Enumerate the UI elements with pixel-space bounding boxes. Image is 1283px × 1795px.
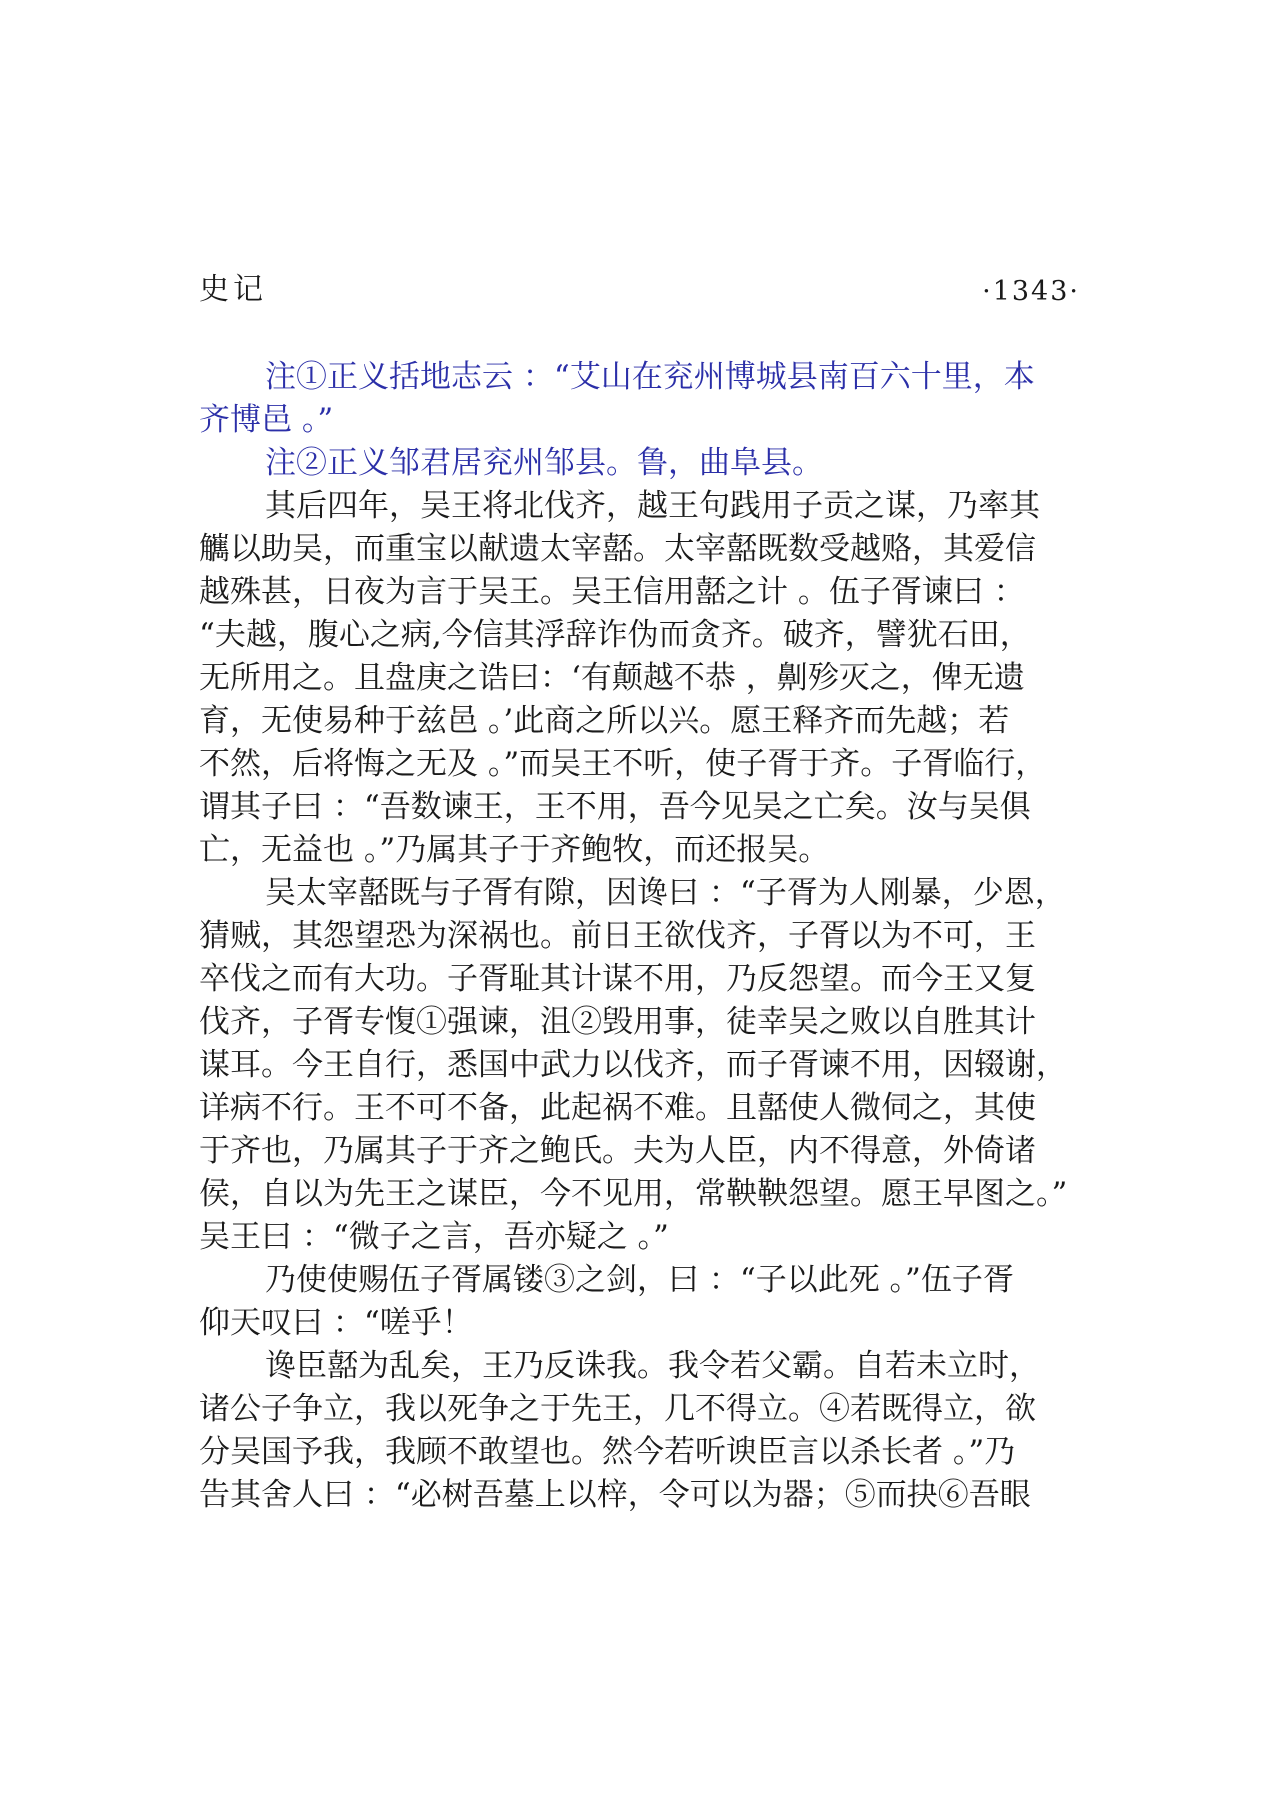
paragraph-line: 分吴国予我，我顾不敢望也。然今若听谀臣言以杀长者 。”乃	[199, 1434, 1016, 1470]
paragraph-line: 育，无使易种于兹邑 。’此商之所以兴。愿王释齐而先越；若	[199, 703, 1010, 739]
paragraph-line: 无所用之。且盘庚之诰曰：‘有颠越不恭 ，劓殄灭之，俾无遗	[199, 660, 1025, 696]
book-title: 史记	[199, 272, 267, 307]
paragraph-line: 觽以助吴，而重宝以献遗太宰嚭。太宰嚭既数受越赂，其爱信	[199, 531, 1036, 567]
paragraph-line: 卒伐之而有大功。子胥耻其计谋不用，乃反怨望。而今王又复	[199, 961, 1036, 997]
paragraph-line: 诸公子争立，我以死争之于先王，几不得立。④若既得立，欲	[199, 1391, 1036, 1427]
paragraph-line: 谋耳。今王自行，悉国中武力以伐齐，而子胥谏不用，因辍谢，	[199, 1047, 1067, 1083]
paragraph-line: 不然，后将悔之无及 。”而吴王不听，使子胥于齐。子胥临行，	[199, 746, 1047, 782]
body-text	[199, 356, 1104, 1517]
page-number: ·1343·	[982, 276, 1080, 307]
paragraph-line: 伐齐，子胥专愎①强谏，沮②毁用事，徒幸吴之败以自胜其计	[199, 1004, 1036, 1040]
paragraph-line: 越殊甚，日夜为言于吴王。吴王信用嚭之计 。伍子胥谏曰 ：	[199, 574, 1025, 610]
paragraph-line: 猜贼，其怨望恐为深祸也。前日王欲伐齐，子胥以为不可，王	[199, 918, 1036, 954]
paragraph-line: 告其舍人曰 ：“必树吾墓上以梓，令可以为器；⑤而抉⑥吾眼	[199, 1477, 1031, 1513]
note-2-line-1: 注②正义邹君居兖州邹县。鲁，曲阜县。	[265, 445, 823, 481]
paragraph-line: 亡，无益也 。”乃属其子于齐鲍牧，而还报吴。	[199, 832, 830, 868]
paragraph-line: 谓其子曰 ：“吾数谏王，王不用，吾今见吴之亡矣。汝与吴俱	[199, 789, 1031, 825]
paragraph-line: 于齐也，乃属其子于齐之鲍氏。夫为人臣，内不得意，外倚诸	[199, 1133, 1036, 1169]
paragraph-line: 谗臣嚭为乱矣，王乃反诛我。我令若父霸。自若未立时，	[265, 1348, 1040, 1384]
note-1-line-1: 注①正义括地志云 ：“艾山在兖州博城县南百六十里，本	[265, 359, 1035, 395]
paragraph-line: “夫越，腹心之病,今信其浮辞诈伪而贪齐。破齐，譬犹石田，	[199, 617, 1031, 653]
paragraph-line: 吴王曰 ：“微子之言，吾亦疑之 。”	[199, 1219, 669, 1255]
paragraph-line: 侯，自以为先王之谋臣，今不见用，常鞅鞅怨望。愿王早图之。”	[199, 1176, 1068, 1212]
paragraph-line: 其后四年，吴王将北伐齐，越王句践用子贡之谋，乃率其	[265, 488, 1040, 524]
paragraph-line: 详病不行。王不可不备，此起祸不难。且嚭使人微伺之，其使	[199, 1090, 1036, 1126]
note-1-line-2: 齐博邑 。”	[199, 402, 334, 438]
paragraph-line: 乃使使赐伍子胥属镂③之剑，曰 ：“子以此死 。”伍子胥	[265, 1262, 1014, 1298]
paragraph-line: 吴太宰嚭既与子胥有隙，因谗曰 ：“子胥为人刚暴，少恩，	[265, 875, 1066, 911]
paragraph-line: 仰天叹曰 ：“嗟乎！	[199, 1305, 473, 1341]
